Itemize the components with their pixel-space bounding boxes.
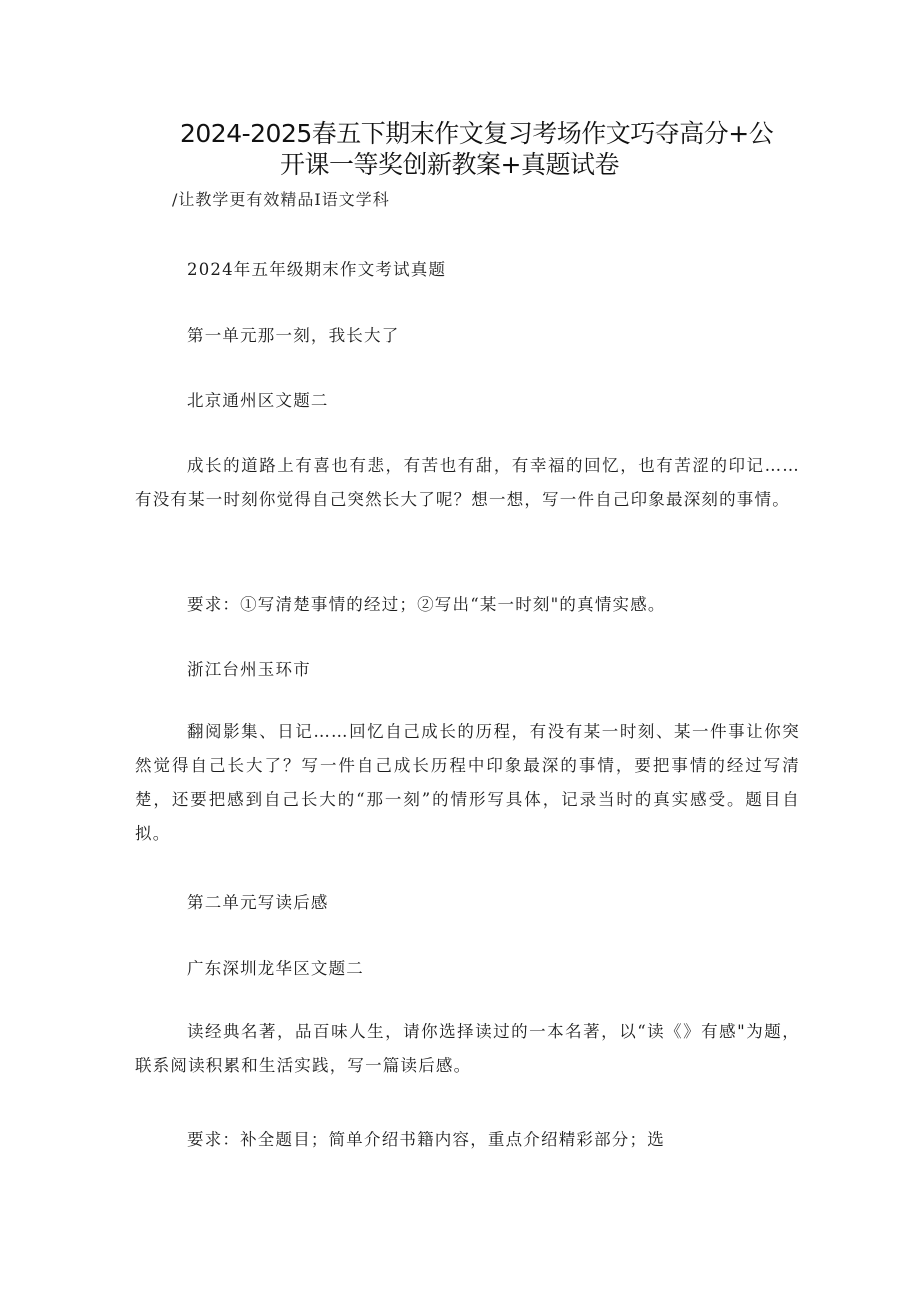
unit-1-heading: 第一单元那一刻，我长大了: [187, 326, 400, 345]
paragraph-1: 成长的道路上有喜也有悲，有苦也有甜，有幸福的回忆，也有苦涩的印记……有没有某一时刻你觉得自己突然长大了呢？想一想，写一件自己印象最深刻的事情。: [135, 456, 800, 509]
subtitle: /让教学更有效精品I语文学科: [172, 190, 390, 209]
paragraph-2: 翻阅影集、日记……回忆自己成长的历程，有没有某一时刻、某一件事让你突然觉得自己长大了？写一件自己成长历程中印象最深的事情，要把事情的经过写清楚，还要把感到自己长大的“那一刻”的情形写具体，记录当时的真实感受。题目自拟。: [135, 722, 800, 843]
paragraph-3: 读经典名著，品百味人生，请你选择读过的一本名著，以“读《》有感"为题，联系阅读积累和生活实践，写一篇读后感。: [135, 1022, 800, 1075]
title-line-1: 2024-2025春五下期末作文复习考场作文巧夺高分+公: [180, 119, 774, 148]
document-title: [180, 118, 820, 180]
exam-heading: 2024年五年级期末作文考试真题: [187, 260, 447, 279]
region-2-heading: 浙江台州玉环市: [187, 660, 311, 679]
requirement-2: 要求：补全题目；简单介绍书籍内容，重点介绍精彩部分；选: [187, 1130, 665, 1149]
region-3-heading: 广东深圳龙华区文题二: [187, 959, 364, 978]
region-1-heading: 北京通州区文题二: [187, 391, 329, 410]
title-line-2: 开课一等奖创新教案+真题试卷: [280, 150, 619, 179]
requirement-1: 要求：①写清楚事情的经过；②写出“某一时刻"的真情实感。: [187, 595, 666, 614]
unit-2-heading: 第二单元写读后感: [187, 893, 329, 912]
